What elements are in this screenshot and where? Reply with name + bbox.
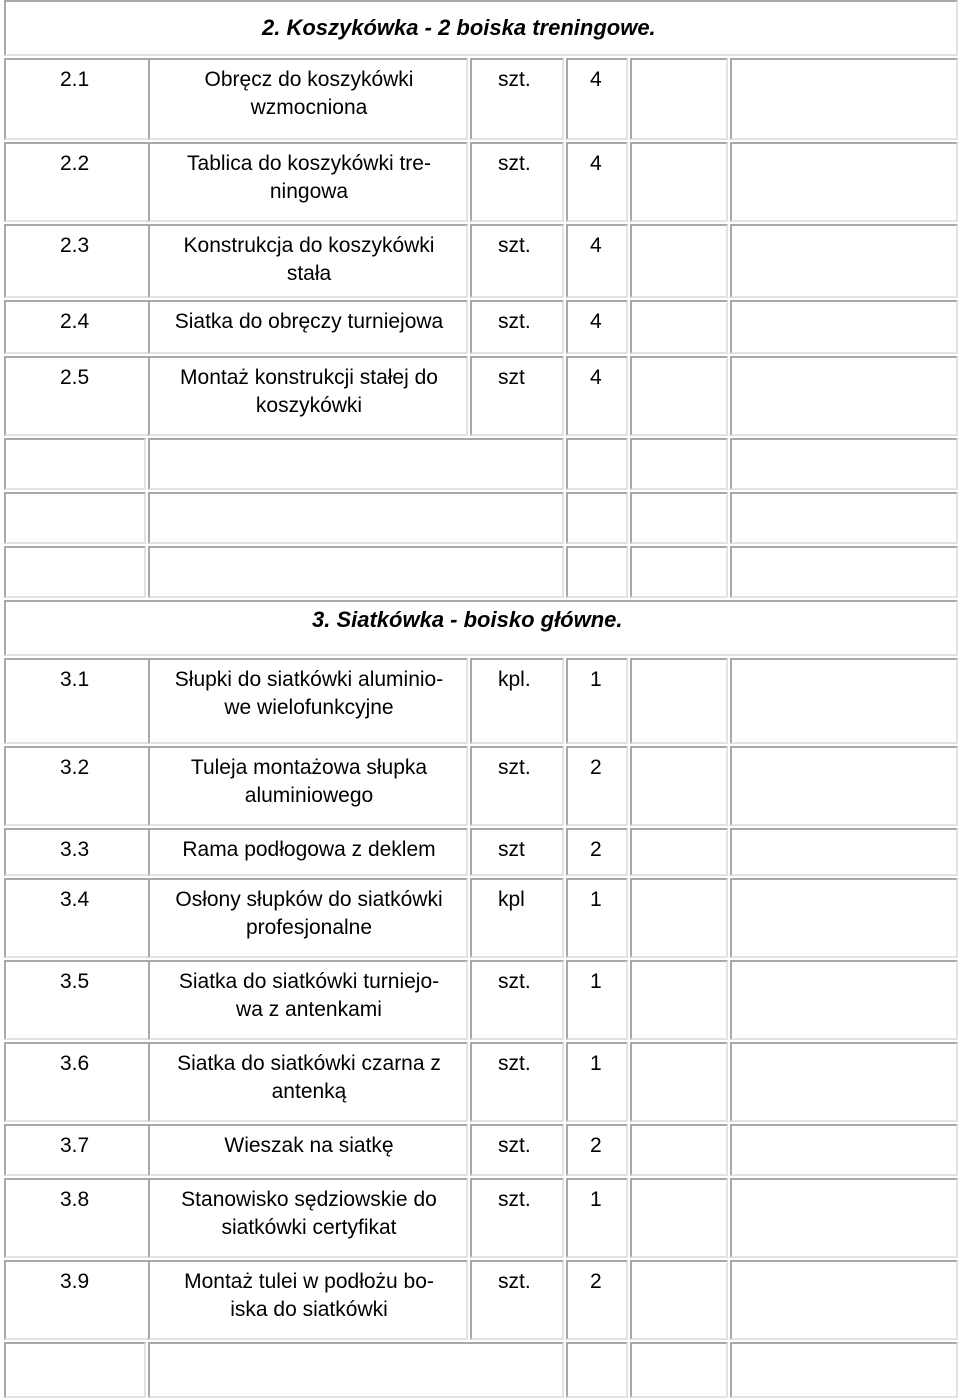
item-name: antenką: [271, 1080, 347, 1103]
row-number: 3.2: [60, 756, 90, 779]
item-name: wzmocniona: [250, 96, 368, 119]
item-name: iska do siatkówki: [230, 1298, 388, 1321]
table-cell: [730, 492, 958, 544]
item-name: Stanowisko sędziowskie do: [181, 1188, 437, 1211]
item-name: stała: [286, 262, 332, 285]
quantity: 4: [590, 310, 602, 333]
table-cell: [730, 546, 958, 598]
row-number: 3.6: [60, 1052, 90, 1075]
table-cell: [630, 1124, 728, 1176]
table-cell: [630, 142, 728, 222]
item-name: Rama podłogowa z deklem: [182, 838, 436, 861]
item-name: Siatka do siatkówki turniejo-: [178, 970, 440, 993]
quantity: 4: [590, 68, 602, 91]
quantity: 2: [590, 1270, 602, 1293]
table-cell: [730, 658, 958, 744]
unit: szt.: [498, 1134, 531, 1157]
item-name: profesjonalne: [245, 916, 373, 939]
item-name: ningowa: [269, 180, 349, 203]
quantity: 2: [590, 1134, 602, 1157]
table-cell: [730, 1042, 958, 1122]
table-cell: [630, 1042, 728, 1122]
table-cell: [630, 1342, 728, 1398]
table-cell: [148, 438, 564, 490]
table-cell: [630, 438, 728, 490]
unit: szt.: [498, 152, 531, 175]
table-cell: [4, 546, 146, 598]
table-cell: [730, 142, 958, 222]
table-cell: [630, 1260, 728, 1340]
table-cell: [566, 1342, 628, 1398]
quantity: 1: [590, 888, 602, 911]
unit: szt.: [498, 68, 531, 91]
quantity: 1: [590, 668, 602, 691]
item-name: koszykówki: [255, 394, 363, 417]
quantity: 4: [590, 366, 602, 389]
unit: szt.: [498, 970, 531, 993]
unit: szt.: [498, 756, 531, 779]
item-name: Konstrukcja do koszykówki: [183, 234, 435, 257]
quantity: 1: [590, 970, 602, 993]
unit: szt.: [498, 1188, 531, 1211]
item-name: Siatka do obręczy turniejowa: [174, 310, 444, 333]
item-name: siatkówki certyfikat: [221, 1216, 397, 1239]
table-cell: [730, 1342, 958, 1398]
row-number: 3.4: [60, 888, 90, 911]
item-name: Tablica do koszykówki tre-: [187, 152, 431, 175]
table-cell: [630, 356, 728, 436]
quantity: 4: [590, 234, 602, 257]
item-name: Tuleja montażowa słupka: [190, 756, 428, 779]
unit: szt.: [498, 1270, 531, 1293]
table-cell: [4, 492, 146, 544]
table-cell: [730, 300, 958, 354]
item-name: wa z antenkami: [236, 998, 382, 1021]
table-cell: [630, 546, 728, 598]
row-number: 3.3: [60, 838, 90, 861]
unit: szt.: [498, 1052, 531, 1075]
unit: szt: [498, 366, 525, 389]
table-cell: [4, 438, 146, 490]
table-cell: [730, 1260, 958, 1340]
unit: szt.: [498, 234, 531, 257]
table-cell: [630, 224, 728, 298]
table-cell: [630, 960, 728, 1040]
row-number: 3.8: [60, 1188, 90, 1211]
section-title: 3. Siatkówka - boisko główne.: [312, 607, 623, 632]
row-number: 3.1: [60, 668, 90, 691]
table-cell: [630, 746, 728, 826]
quantity: 1: [590, 1052, 602, 1075]
row-number: 2.4: [60, 310, 90, 333]
table-cell: [730, 224, 958, 298]
unit: kpl: [498, 888, 525, 911]
unit: szt.: [498, 310, 531, 333]
table-cell: [566, 546, 628, 598]
table-cell: [630, 658, 728, 744]
table-cell: [730, 58, 958, 140]
row-number: 2.1: [60, 68, 90, 91]
row-number: 3.7: [60, 1134, 90, 1157]
table-cell: [148, 1342, 564, 1398]
table-cell: [148, 546, 564, 598]
item-name: Montaż konstrukcji stałej do: [180, 366, 438, 389]
quantity: 2: [590, 756, 602, 779]
item-name: Obręcz do koszykówki: [204, 68, 414, 91]
row-number: 2.3: [60, 234, 90, 257]
section-title: 2. Koszykówka - 2 boiska treningowe.: [262, 15, 656, 40]
table-cell: [630, 1178, 728, 1258]
item-name: Montaż tulei w podłożu bo-: [184, 1270, 434, 1293]
table-cell: [566, 438, 628, 490]
table-cell: [730, 828, 958, 876]
row-number: 2.2: [60, 152, 90, 175]
quantity: 2: [590, 838, 602, 861]
table-cell: [148, 492, 564, 544]
table-cell: [730, 438, 958, 490]
item-name: Wieszak na siatkę: [224, 1134, 394, 1157]
table-cell: [730, 356, 958, 436]
item-name: aluminiowego: [244, 784, 374, 807]
table-cell: [630, 828, 728, 876]
table-cell: [730, 746, 958, 826]
row-number: 3.5: [60, 970, 90, 993]
item-name: Osłony słupków do siatkówki: [175, 888, 443, 911]
table-cell: [730, 878, 958, 958]
item-name: Słupki do siatkówki aluminio-: [174, 668, 444, 691]
item-name: we wielofunkcyjne: [224, 696, 394, 719]
unit: kpl.: [498, 668, 531, 691]
table-cell: [630, 300, 728, 354]
quantity: 1: [590, 1188, 602, 1211]
table-cell: [730, 960, 958, 1040]
table-cell: [566, 492, 628, 544]
table-cell: [730, 1178, 958, 1258]
unit: szt: [498, 838, 525, 861]
table-cell: [630, 878, 728, 958]
quantity: 4: [590, 152, 602, 175]
table-cell: [730, 1124, 958, 1176]
row-number: 2.5: [60, 366, 90, 389]
row-number: 3.9: [60, 1270, 90, 1293]
table-cell: [4, 1342, 146, 1398]
item-name: Siatka do siatkówki czarna z: [177, 1052, 441, 1075]
table-cell: [630, 492, 728, 544]
table-cell: [630, 58, 728, 140]
